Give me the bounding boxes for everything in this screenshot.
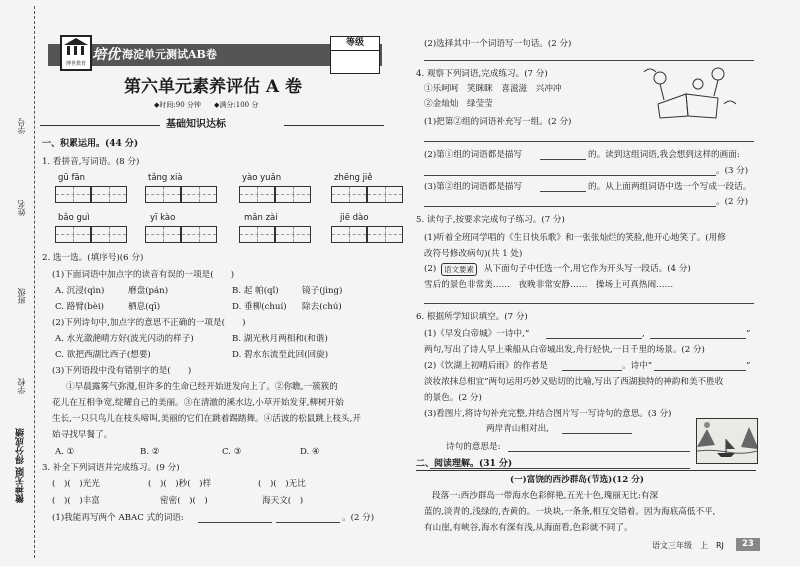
answer-line[interactable] — [546, 338, 642, 339]
q3-1-score: 。(2 分) — [342, 513, 375, 523]
grade-box — [330, 36, 380, 74]
writing-grid[interactable] — [91, 226, 127, 243]
pinyin: jiē dào — [340, 213, 369, 223]
q6-3-meaning-label: 诗句的意思是: — [446, 442, 501, 452]
writing-grid[interactable] — [331, 186, 367, 203]
q6-1-prompt: (1)《早发白帝城》一诗中,“ — [424, 329, 530, 339]
q2-2-option-b: B. 湖光秋月两相和(和谐) — [232, 334, 328, 344]
q5-prompt: 5. 读句子,按要求完成句子练习。(7 分) — [416, 215, 565, 225]
pinyin: yī kào — [150, 213, 176, 223]
q6-1-prompt-cont: 两句,写出了诗人早上乘船从白帝城出发,舟行轻快,一日千里的场景。(2 分) — [424, 345, 705, 355]
pinyin: zhēng jiě — [334, 173, 373, 183]
passage-line: ①早晨露雾气弥漫,但许多的生命已经开始迸发向上了。②你瞧,一簇簇的 — [66, 382, 338, 392]
q2-1-option-c2: 栖息(qī) — [128, 302, 161, 312]
writing-grid[interactable] — [145, 186, 181, 203]
section-banner: 基础知识达标 — [166, 119, 226, 130]
answer-line[interactable] — [424, 141, 754, 142]
page-title: 第六单元素养评估 A 卷 — [123, 77, 303, 97]
pinyin: mǎn zài — [244, 213, 278, 223]
answer-line[interactable] — [424, 303, 754, 304]
q5-2-prompt: 从下面句子中任选一个,用它作为开头写一段话。(4 分) — [484, 264, 691, 274]
q2-3-prompt: (3)下列语段中没有错别字的是( ) — [52, 366, 192, 376]
q2-3-option-b: B. ② — [140, 447, 160, 457]
pinyin: tǎng xià — [148, 173, 183, 183]
q2-3-option-a: A. ① — [55, 447, 75, 457]
answer-line[interactable] — [424, 60, 754, 61]
q6-2-score: 的景色。(2 分) — [424, 393, 482, 403]
answer-line[interactable] — [424, 206, 716, 207]
writing-grid[interactable] — [239, 186, 275, 203]
banner-rule-left — [40, 125, 160, 126]
q4-2-prompt-cont: 的。读到这组词语,我会想到这样的画面: — [588, 150, 740, 160]
q2-1-option-a2: 磨盘(pán) — [128, 286, 169, 296]
q3-prompt: 3. 补全下列词语并完成练习。(9 分) — [42, 463, 180, 473]
q6-2-prompt-cont: 淡妆浓抹总相宜”两句运用巧妙又贴切的比喻,写出了西湖独特的神韵和美不胜收 — [424, 377, 724, 387]
q6-2-quote: ” — [746, 361, 751, 371]
writing-grid[interactable] — [55, 226, 91, 243]
answer-line[interactable] — [276, 522, 340, 523]
publisher-name: 博世教育 — [65, 61, 86, 67]
q1-prompt: 1. 看拼音,写词语。(8 分) — [42, 157, 140, 167]
writing-grid[interactable] — [275, 226, 311, 243]
q2-1-option-a: A. 沉浸(qìn) — [55, 286, 105, 296]
q3-word: 密密( )( ) — [160, 496, 208, 506]
answer-line[interactable] — [540, 159, 586, 160]
writing-grid[interactable] — [331, 226, 367, 243]
answer-line[interactable] — [562, 433, 632, 434]
part2-rule — [416, 470, 756, 471]
q2-3-option-c: C. ③ — [222, 447, 242, 457]
q4-3-prompt: (3)第②组的词语都是描写 — [424, 182, 523, 192]
q2-3-option-d: D. ④ — [300, 447, 320, 457]
q2-1-option-d: D. 垂柳(chuí) — [232, 302, 287, 312]
language-element-tag: 语文要素 — [441, 263, 477, 276]
pinyin: yào yuǎn — [242, 173, 282, 183]
pinyin: bǎo guì — [58, 213, 90, 223]
reading-title: (一)富饶的西沙群岛(节选)(12 分) — [510, 475, 644, 485]
q4-group1: ①乐呵呵 笑眯眯 喜滋滋 兴冲冲 — [424, 84, 562, 94]
q6-prompt: 6. 根据所学知识填空。(7 分) — [416, 312, 528, 322]
page-number: 23 — [736, 538, 760, 551]
answer-line[interactable] — [424, 175, 716, 176]
q4-3-prompt-cont: 的。从上面两组词语中选一个写成一段话。 — [588, 182, 752, 192]
q6-3-prompt: (3)看图片,将诗句补充完整,并结合图片写一写诗句的意思。(3 分) — [424, 409, 672, 419]
binding-slogan: 微神无限 得分成绩 — [16, 428, 26, 504]
passage-line: 生长,一只只鸟儿在枝头啼叫,美丽的它们在跳着踢踏舞。④活波的松鼠跳上枝头,开 — [52, 414, 361, 424]
writing-grid[interactable] — [181, 226, 217, 243]
passage-line: 始寻找早餐了。 — [52, 430, 113, 440]
exam-full-score: ◆满分:100 分 — [214, 101, 259, 109]
binding-label-name: 姓名 — [17, 200, 26, 216]
q3-word: ( )( )光光 — [52, 479, 100, 489]
answer-line[interactable] — [650, 338, 746, 339]
binding-label-class: 班级 — [17, 288, 26, 304]
writing-grid[interactable] — [367, 226, 403, 243]
q6-2-prompt-b: 。诗中“ — [622, 361, 653, 371]
q6-1-quote: ” — [746, 329, 751, 339]
q2-1-option-c: C. 路臂(bèi) — [55, 302, 104, 312]
q2-2-option-c: C. 欲把西湖比西子(想要) — [55, 350, 151, 360]
grade-label: 等级 — [331, 37, 379, 51]
q5-2-options: 雪后的景色非常美…… 夜晚非常安静…… 操场上可真热闹…… — [424, 280, 674, 290]
answer-line[interactable] — [562, 370, 622, 371]
q4-2-prompt: (2)第①组的词语都是描写 — [424, 150, 523, 160]
q3-word: ( )( )无比 — [258, 479, 306, 489]
pinyin: gū fān — [58, 173, 86, 183]
exam-time: ◆时间:90 分钟 — [154, 101, 201, 109]
q2-2-option-a: A. 水光潋滟晴方好(波光闪动的样子) — [55, 334, 194, 344]
binding-label-school: 学校 — [17, 378, 26, 394]
q2-1-option-d2: 除去(chú) — [302, 302, 342, 312]
q3-word: ( )( )秒( )样 — [148, 479, 212, 489]
banner-rule-right — [284, 125, 384, 126]
writing-grid[interactable] — [367, 186, 403, 203]
writing-grid[interactable] — [275, 186, 311, 203]
river-boat-illustration — [696, 418, 758, 464]
binding-label-student-id: 学号 — [17, 118, 26, 134]
q4-1-prompt: (1)把第②组的词语补充写一组。(2 分) — [424, 117, 572, 127]
binding-dashed-line — [34, 6, 35, 558]
q3-word: 海天文( ) — [262, 496, 304, 506]
q4-3-score: 。(2 分) — [716, 197, 749, 207]
brand-script: 培优 — [92, 47, 120, 63]
writing-grid[interactable] — [239, 226, 275, 243]
q2-2-option-d: D. 碧水东流至此回(回旋) — [232, 350, 329, 360]
writing-grid[interactable] — [91, 186, 127, 203]
passage-line: 花儿在互相争宽,绽耀自己的美丽。③在清澈的溪水边,小草开始发芽,柳树开始 — [52, 398, 344, 408]
q4-prompt: 4. 观察下列词语,完成练习。(7 分) — [416, 69, 548, 79]
writing-grid[interactable] — [55, 186, 91, 203]
q3-2-prompt: (2)选择其中一个词语写一句话。(2 分) — [424, 39, 572, 49]
q4-group2: ②金灿灿 绿莹莹 — [424, 99, 493, 109]
q5-1-prompt-cont: 改符号修改病句)(共 1 处) — [424, 249, 523, 259]
q3-word: ( )( )丰富 — [52, 496, 100, 506]
school-building-icon — [62, 37, 90, 57]
q4-2-score: 。(3 分) — [716, 166, 749, 176]
publisher-logo — [60, 35, 92, 71]
footer-subject: 语文三年级 上 RJ — [652, 541, 724, 550]
answer-line[interactable] — [198, 522, 272, 523]
part1-heading: 一、积累运用。(44 分) — [42, 139, 139, 149]
q2-1-option-b2: 镜子(jìng) — [302, 286, 343, 296]
writing-grid[interactable] — [181, 186, 217, 203]
q3-1-prompt: (1)我能再写两个 ABAC 式的词语: — [52, 513, 184, 523]
q2-1-prompt: (1)下面词语中加点字的读音有误的一项是( ) — [52, 270, 235, 280]
answer-line[interactable] — [540, 191, 586, 192]
paragraph-line: 蓝的,淡青的,浅绿的,杏黄的。一块块,一条条,相互交错着。因为海底高低不平, — [424, 507, 716, 517]
q6-1-comma: , — [642, 329, 645, 339]
q6-3-poem: 两岸青山相对出, — [486, 424, 549, 434]
q5-2-number: (2) — [424, 264, 437, 274]
answer-line[interactable] — [654, 370, 746, 371]
paragraph-line: 段落一:西沙群岛一带海水色彩鲜艳,五光十色,瑰丽无比:有深 — [432, 491, 659, 501]
answer-line[interactable] — [508, 451, 690, 452]
q5-1-prompt: (1)听着全班同学唱的《生日快乐歌》和一张张灿烂的笑脸,他开心地笑了。(用修 — [424, 233, 726, 243]
brand-name: 海淀单元测试AB卷 — [122, 48, 217, 61]
q2-prompt: 2. 选一选。(填序号)(6 分) — [42, 253, 144, 263]
writing-grid[interactable] — [145, 226, 181, 243]
children-reading-illustration — [638, 64, 738, 120]
q6-2-prompt: (2)《饮湖上初晴后雨》的作者是 — [424, 361, 548, 371]
paragraph-line: 有山崖,有峡谷,海水有深有浅,从海面看,色彩就不同了。 — [424, 523, 633, 533]
part2-heading: 二、阅读理解。(31 分) — [416, 459, 513, 469]
q2-1-option-b: B. 起 帕(qǐ) — [232, 286, 279, 296]
q2-2-prompt: (2)下列诗句中,加点字的意思不正确的一项是( ) — [52, 318, 246, 328]
